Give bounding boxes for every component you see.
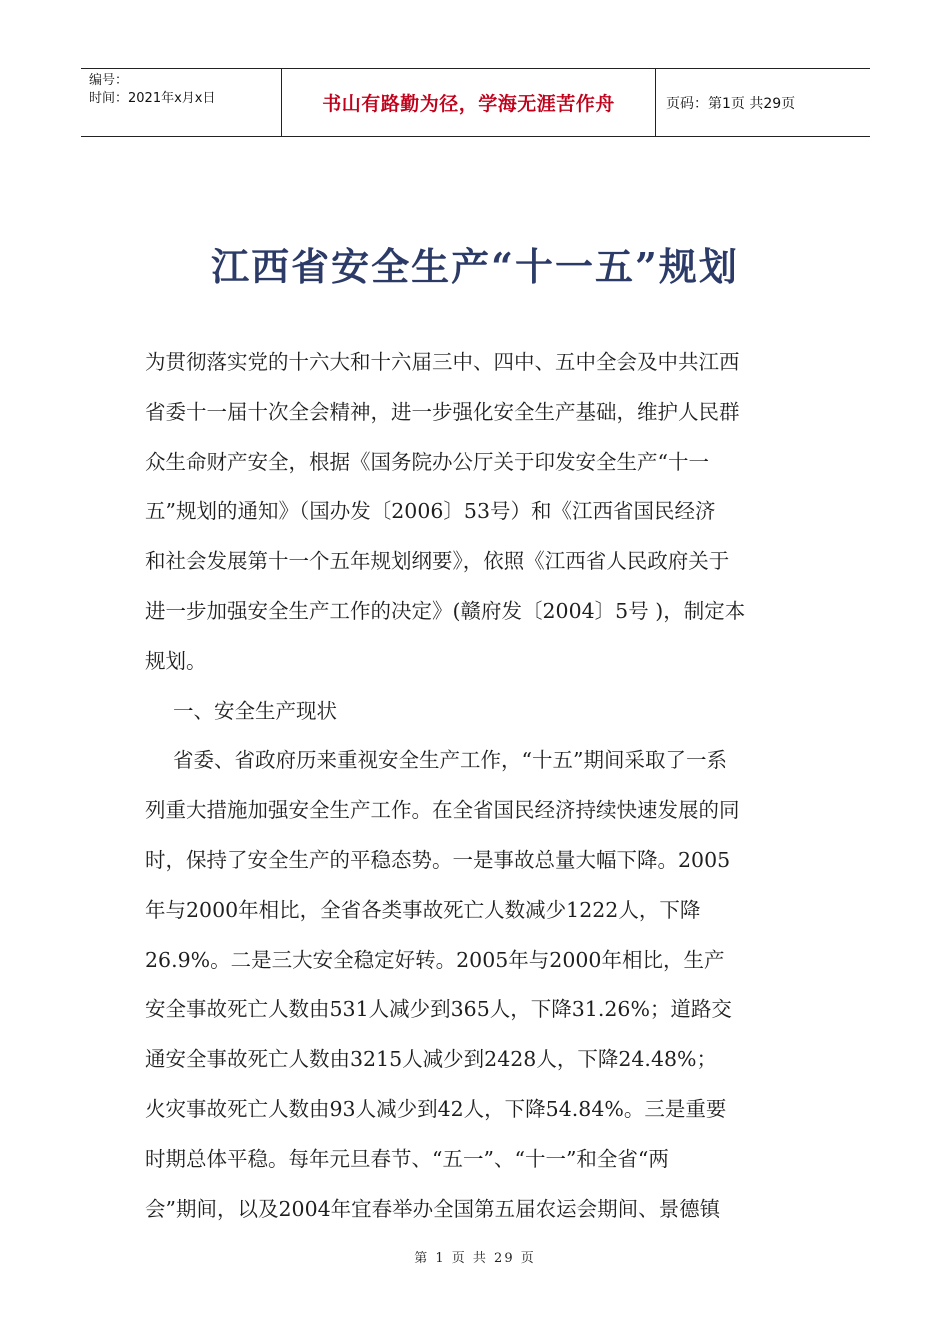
body-line: 时，保持了安全生产的平稳态势。一是事故总量大幅下降。2005 (145, 847, 731, 872)
body-line: 为贯彻落实党的十六大和十六届三中、四中、五中全会及中共江西 (145, 350, 740, 374)
body-line: 列重大措施加强安全生产工作。在全省国民经济持续快速发展的同 (145, 798, 740, 823)
body-line: 省委、省政府历来重视安全生产工作，“十五”期间采取了一系 (173, 748, 727, 773)
section-heading: 一、安全生产现状 (173, 698, 337, 723)
body-line: 五”规划的通知》（国办发〔2006〕53号）和《江西省国民经济 (145, 499, 716, 524)
body-line: 安全事故死亡人数由531人减少到365人，下降31.26%；道路交 (145, 997, 732, 1022)
document-body (145, 338, 810, 1234)
body-line: 会”期间，以及2004年宜春举办全国第五届农运会期间、景德镇 (145, 1196, 721, 1221)
header-motto-cell (281, 69, 656, 136)
body-line: 进一步加强安全生产工作的决定》(赣府发〔2004〕5号 )，制定本 (145, 598, 746, 623)
body-line: 通安全事故死亡人数由3215人减少到2428人，下降24.48%； (145, 1047, 718, 1072)
document-title: 江西省安全生产“十一五”规划 (211, 244, 739, 289)
header-motto: 书山有路勤为径，学海无涯苦作舟 (322, 93, 615, 115)
body-line: 和社会发展第十一个五年规划纲要》，依照《江西省人民政府关于 (145, 549, 730, 574)
body-line: 时期总体平稳。每年元旦春节、“五一”、“十一”和全省“两 (145, 1146, 669, 1171)
header-page-info-cell (656, 69, 870, 136)
header-meta (81, 69, 281, 136)
body-line: 众生命财产安全，根据《国务院办公厅关于印发安全生产“十一 (145, 449, 709, 474)
body-line: 省委十一届十次全会精神，进一步强化安全生产基础，维护人民群 (145, 399, 740, 424)
page-footer: 第 1 页 共 29 页 (414, 1251, 536, 1266)
document-number-label: 编号： (89, 73, 129, 88)
body-line: 规划。 (145, 648, 207, 673)
body-line: 年与2000年相比，全省各类事故死亡人数减少1222人，下降 (145, 897, 701, 922)
header-page-info: 页码：第1页 共29页 (666, 95, 796, 112)
document-time-label: 时间：2021年x月x日 (89, 91, 216, 106)
body-line: 火灾事故死亡人数由93人减少到42人，下降54.84%。三是重要 (145, 1096, 727, 1121)
body-line: 26.9%。二是三大安全稳定好转。2005年与2000年相比，生产 (145, 947, 725, 972)
page-header (81, 68, 870, 137)
